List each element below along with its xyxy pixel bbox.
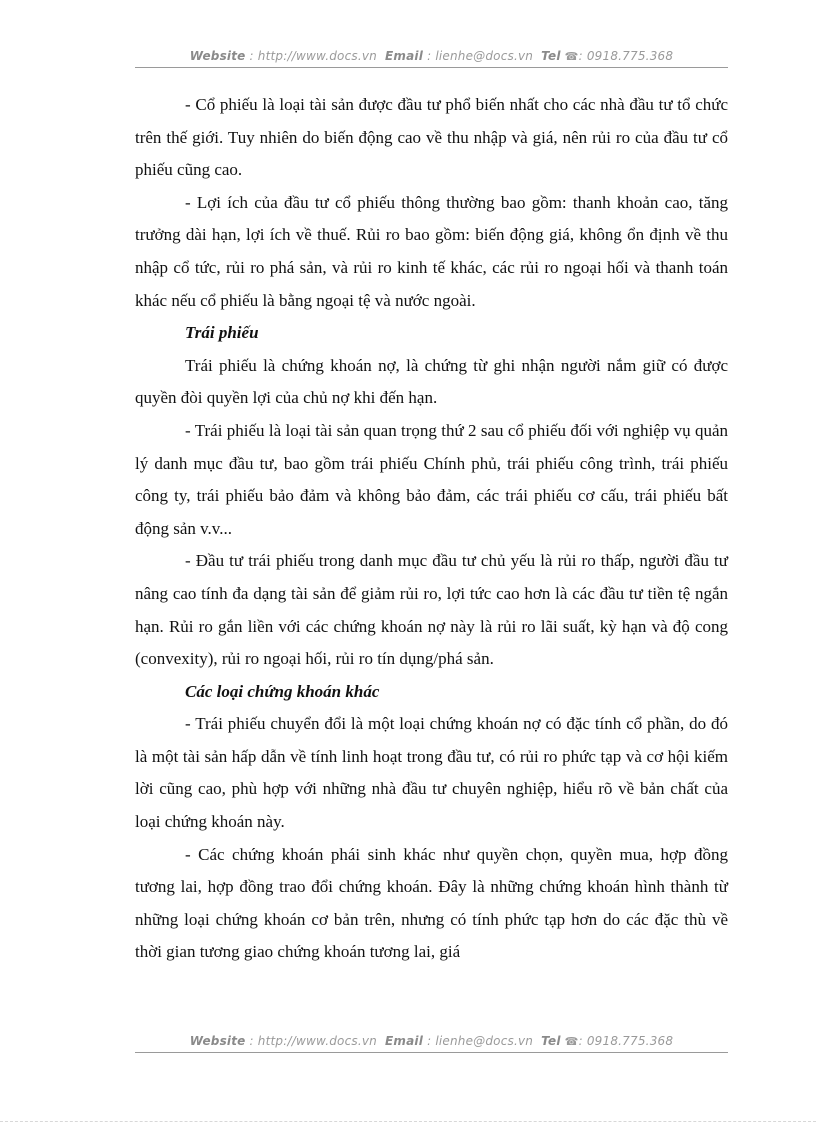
tel-label: Tel: [541, 49, 561, 63]
email-label: Email: [385, 1034, 424, 1048]
paragraph: - Trái phiếu là loại tài sản quan trọng thứ 2 sau cổ phiếu đối với nghiệp vụ quản lý danh mục đầu tư, bao gồm trái phiếu Chính phủ, trái phiếu công trình, trái phiếu công ty, trái phiếu bảo đảm và không bảo đảm, các trái phiếu cơ cấu, trái phiếu bất động sản v.v...: [135, 420, 728, 538]
page-bottom-edge: [0, 1121, 816, 1122]
email-value[interactable]: : lienhe@docs.vn: [427, 49, 534, 63]
paragraph: - Trái phiếu chuyển đổi là một loại chứng khoán nợ có đặc tính cổ phần, do đó là một tài sản hấp dẫn về tính linh hoạt trong đầu tư, có rủi ro phức tạp và cơ hội kiếm lời cũng cao, phù hợp với những nhà đầu tư chuyên nghiệp, hiểu rõ về bản chất của loại chứng khoán này.: [135, 714, 728, 832]
page-header: [135, 49, 728, 63]
section-heading: Các loại chứng khoán khác: [185, 681, 380, 701]
header-rule: [135, 67, 728, 68]
paragraph: Trái phiếu là chứng khoán nợ, là chứng từ ghi nhận người nắm giữ có được quyền đòi quyền lợi của chủ nợ khi đến hạn.: [135, 355, 728, 408]
paragraph: - Cổ phiếu là loại tài sản được đầu tư phổ biến nhất cho các nhà đầu tư tổ chức trên thế giới. Tuy nhiên do biến động cao về thu nhập và giá, nên rủi ro của đầu tư cổ phiếu cũng cao.: [135, 95, 728, 180]
document-body: [135, 89, 728, 969]
page-footer: [135, 1034, 728, 1048]
website-label: Website: [189, 49, 246, 63]
website-url[interactable]: : http://www.docs.vn: [249, 49, 377, 63]
paragraph: - Các chứng khoán phái sinh khác như quyền chọn, quyền mua, hợp đồng tương lai, hợp đồng trao đổi chứng khoán. Đây là những chứng khoán hình thành từ những loại chứng khoán cơ bản trên, nhưng có tính phức tạp hơn do các đặc thù về thời gian tương giao chứng khoán tương lai, giá: [135, 844, 728, 962]
website-label: Website: [189, 1034, 246, 1048]
footer-rule: [135, 1052, 728, 1053]
paragraph: - Lợi ích của đầu tư cổ phiếu thông thường bao gồm: thanh khoản cao, tăng trưởng dài hạn, lợi ích về thuế. Rủi ro bao gồm: biến động giá, không ổn định về thu nhập cổ tức, rủi ro phá sản, và rủi ro kinh tế khác, các rủi ro ngoại hối và thanh toán khác nếu cổ phiếu là bằng ngoại tệ và nước ngoài.: [135, 192, 728, 310]
telephone-icon: ☎: [564, 50, 579, 63]
email-value[interactable]: : lienhe@docs.vn: [427, 1034, 534, 1048]
telephone-icon: ☎: [564, 1035, 579, 1048]
tel-value: : 0918.775.368: [578, 49, 674, 63]
paragraph: - Đầu tư trái phiếu trong danh mục đầu tư chủ yếu là rủi ro thấp, người đầu tư nâng cao tính đa dạng tài sản để giảm rủi ro, lợi tức cao hơn là các đầu tư tiền tệ ngắn hạn. Rủi ro gắn liền với các chứng khoán nợ này là rủi ro lãi suất, kỳ hạn và độ cong (convexity), rủi ro ngoại hối, rủi ro tín dụng/phá sản.: [135, 551, 728, 669]
website-url[interactable]: : http://www.docs.vn: [249, 1034, 377, 1048]
email-label: Email: [385, 49, 424, 63]
tel-value: : 0918.775.368: [578, 1034, 674, 1048]
section-heading: Trái phiếu: [185, 323, 259, 343]
tel-label: Tel: [541, 1034, 561, 1048]
